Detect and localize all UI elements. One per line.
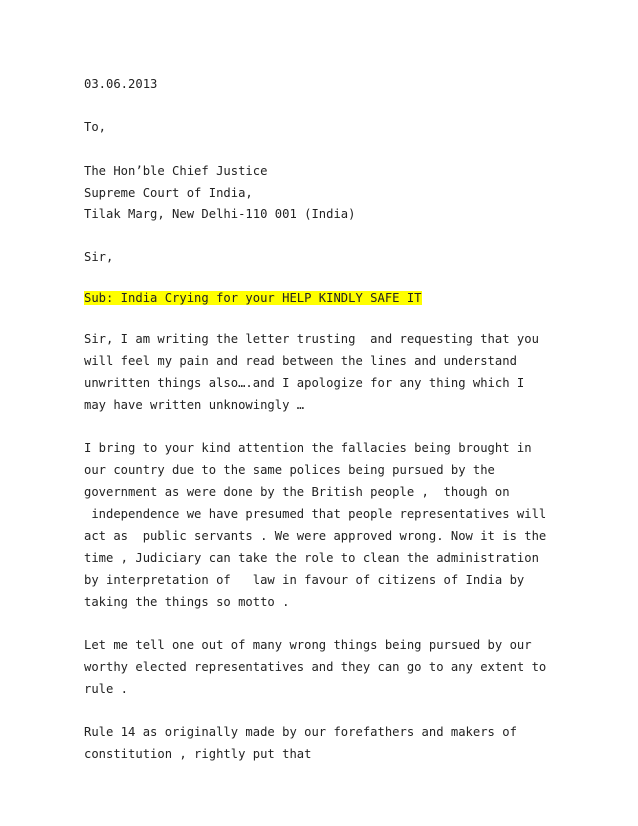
paragraph-line: unwritten things also….and I apologize for any thing which I — [84, 376, 525, 390]
paragraph-line: Let me tell one out of many wrong things being pursued by our — [84, 638, 532, 652]
paragraph-line: act as public servants . We were approved wrong. Now it is the — [84, 529, 547, 543]
paragraph-line: Sir, I am writing the letter trusting and requesting that you — [84, 332, 539, 346]
paragraph-line: rule . — [84, 682, 129, 696]
subject-highlight: Sub: India Crying for your HELP KINDLY SAFE IT — [84, 291, 422, 305]
addressee-line: The Hon’ble Chief Justice — [84, 164, 268, 178]
addressee-line: Tilak Marg, New Delhi-110 001 (India) — [84, 207, 356, 221]
subject-line — [84, 290, 422, 306]
paragraph-line: constitution , rightly put that — [84, 747, 312, 761]
paragraph-line: independence we have presumed that people representatives will — [84, 507, 547, 521]
paragraph-line: by interpretation of law in favour of citizens of India by — [84, 573, 525, 587]
salutation-to: To, — [84, 120, 107, 134]
greeting: Sir, — [84, 250, 114, 264]
paragraph-line: I bring to your kind attention the fallacies being brought in — [84, 441, 532, 455]
paragraph-line: will feel my pain and read between the lines and understand — [84, 354, 517, 368]
paragraph-line: government as were done by the British people , though on — [84, 485, 510, 499]
addressee-line: Supreme Court of India, — [84, 186, 253, 200]
paragraph-line: may have written unknowingly … — [84, 398, 305, 412]
paragraph-line: worthy elected representatives and they can go to any extent to — [84, 660, 547, 674]
paragraph-line: our country due to the same polices being pursued by the — [84, 463, 495, 477]
paragraph-line: taking the things so motto . — [84, 595, 290, 609]
paragraph-line: Rule 14 as originally made by our forefathers and makers of — [84, 725, 517, 739]
paragraph-line: time , Judiciary can take the role to clean the administration — [84, 551, 539, 565]
letter-date: 03.06.2013 — [84, 77, 158, 91]
